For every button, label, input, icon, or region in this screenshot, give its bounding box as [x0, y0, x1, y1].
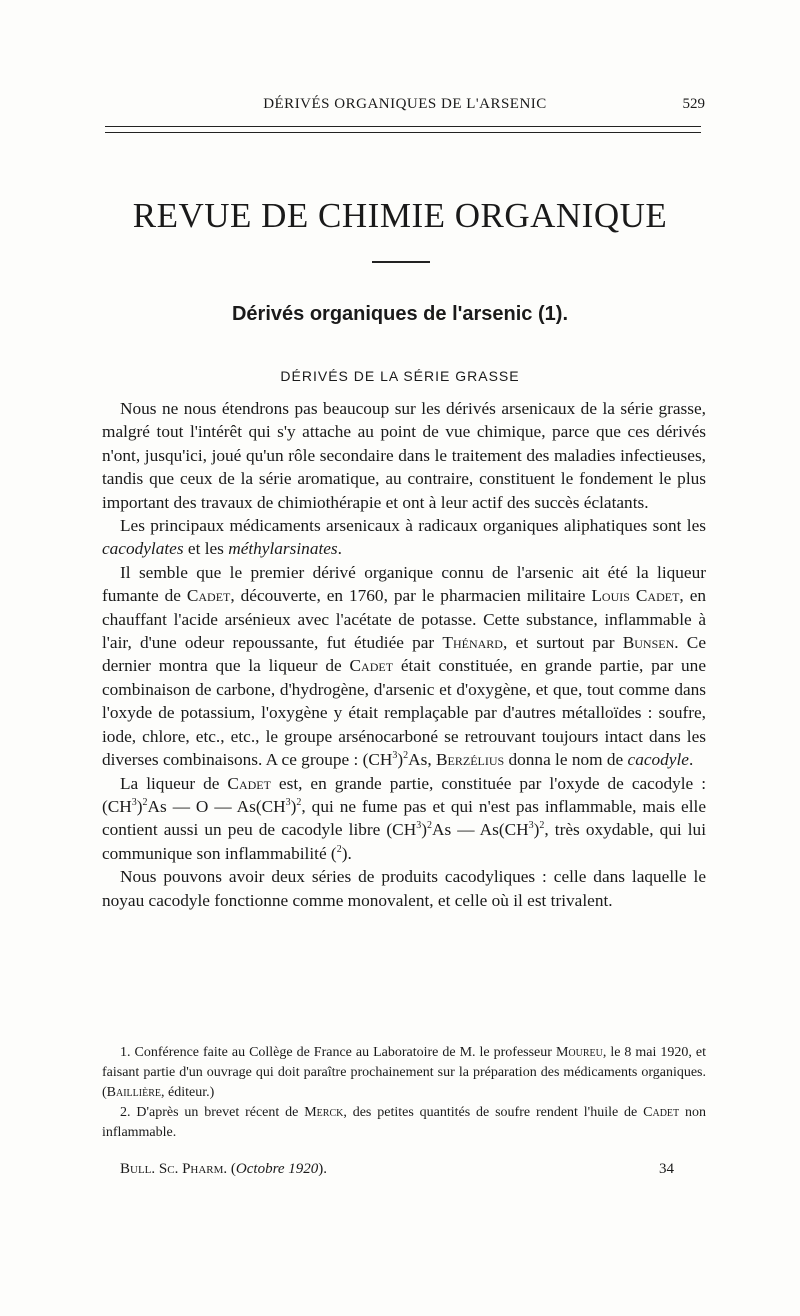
article-body: [102, 397, 706, 912]
paragraph: Il semble que le premier dérivé organique connu de l'arsenic ait été la liqueur fumante de Cadet, découverte, en 1760, par le pharmacien militaire Louis Cadet, en chauffant l'acide arsénieux avec l'acétate de potasse. Cette substance, inflammable à l'air, d'une odeur repoussante, fut étudiée par Thénard, et surtout par Bunsen. Ce dernier montra que la liqueur de Cadet était constituée, en grande partie, par une combinaison de carbone, d'hydrogène, d'arsenic et d'oxygène, et que, tout comme dans l'oxyde de potassium, l'oxygène y était remplaçable par d'autres métalloïdes : soufre, iode, chlore, etc., etc., le groupe arsénocarboné se retrouvant toujours intact dans les diverses combinaisons. A ce groupe : $(CH^3)^2As$, Berzélius donna le nom de cacodyle.: [102, 562, 707, 770]
signature-mark: 34: [659, 1161, 674, 1177]
paragraph: Nous ne nous étendrons pas beaucoup sur les dérivés arsenicaux de la série grasse, malgré tout l'intérêt qui s'y attache au point de vue chimique, parce que ces dérivés n'ont, jusqu'ici, joué qu'un rôle secondaire dans le traitement des maladies infectieuses, tandis que ceux de la série aromatique, au contraire, constituent le fondement le plus important des travaux de chimiothérapie et ont à leur actif des succès éclatants.: [102, 399, 706, 512]
journal-citation: Bull. Sc. Pharm. (Octobre 1920).: [120, 1161, 328, 1177]
issue-date: Octobre 1920: [235, 1161, 319, 1177]
running-head: [105, 96, 705, 118]
footnotes: [102, 1043, 706, 1143]
page-number: 529: [682, 96, 705, 112]
journal-name: Bull. Sc. Pharm.: [120, 1161, 228, 1177]
page-title: REVUE DE CHIMIE ORGANIQUE: [132, 196, 668, 235]
header-double-rule: [105, 126, 701, 133]
footnote: 2. D'après un brevet récent de Merck, des petites quantités de soufre rendent l'huile de Cadet non inflammable.: [102, 1105, 706, 1140]
article-subtitle: [100, 303, 700, 326]
footnote: 1. Conférence faite au Collège de France au Laboratoire de M. le professeur Moureu, le 8 mai 1920, et faisant partie d'un ouvrage qui doit paraître prochainement sur la préparation des médicaments organiques. (Baillière, éditeur.): [102, 1045, 707, 1100]
paragraph: Les principaux médicaments arsenicaux à radicaux organiques aliphatiques sont les cacodylates et les méthylarsinates.: [102, 516, 706, 559]
paragraph: Nous pouvons avoir deux séries de produits cacodyliques : celle dans laquelle le noyau cacodyle fonctionne comme monovalent, et celle où il est trivalent.: [102, 867, 706, 910]
article-subtitle-text: Dérivés organiques de l'arsenic: [231, 303, 533, 325]
footnote-ref: (1).: [538, 303, 568, 325]
running-head-title: DÉRIVÉS ORGANIQUES DE L'ARSENIC: [263, 96, 547, 112]
title-divider: [372, 261, 430, 263]
paragraph: La liqueur de Cadet est, en grande partie, constituée par l'oxyde de cacodyle : $(CH^3)^2As$ — O — $As(CH^3)^2$, qui ne fume pas et qui n'est pas inflammable, mais elle contient aussi un peu de cacodyle libre $(CH^3)^2As$ — $As(CH^3)^2$, très oxydable, qui lui communique son inflammabilité ($^2$).: [102, 773, 707, 863]
page-footer: [102, 1161, 674, 1181]
section-heading: DÉRIVÉS DE LA SÉRIE GRASSE: [280, 368, 520, 384]
